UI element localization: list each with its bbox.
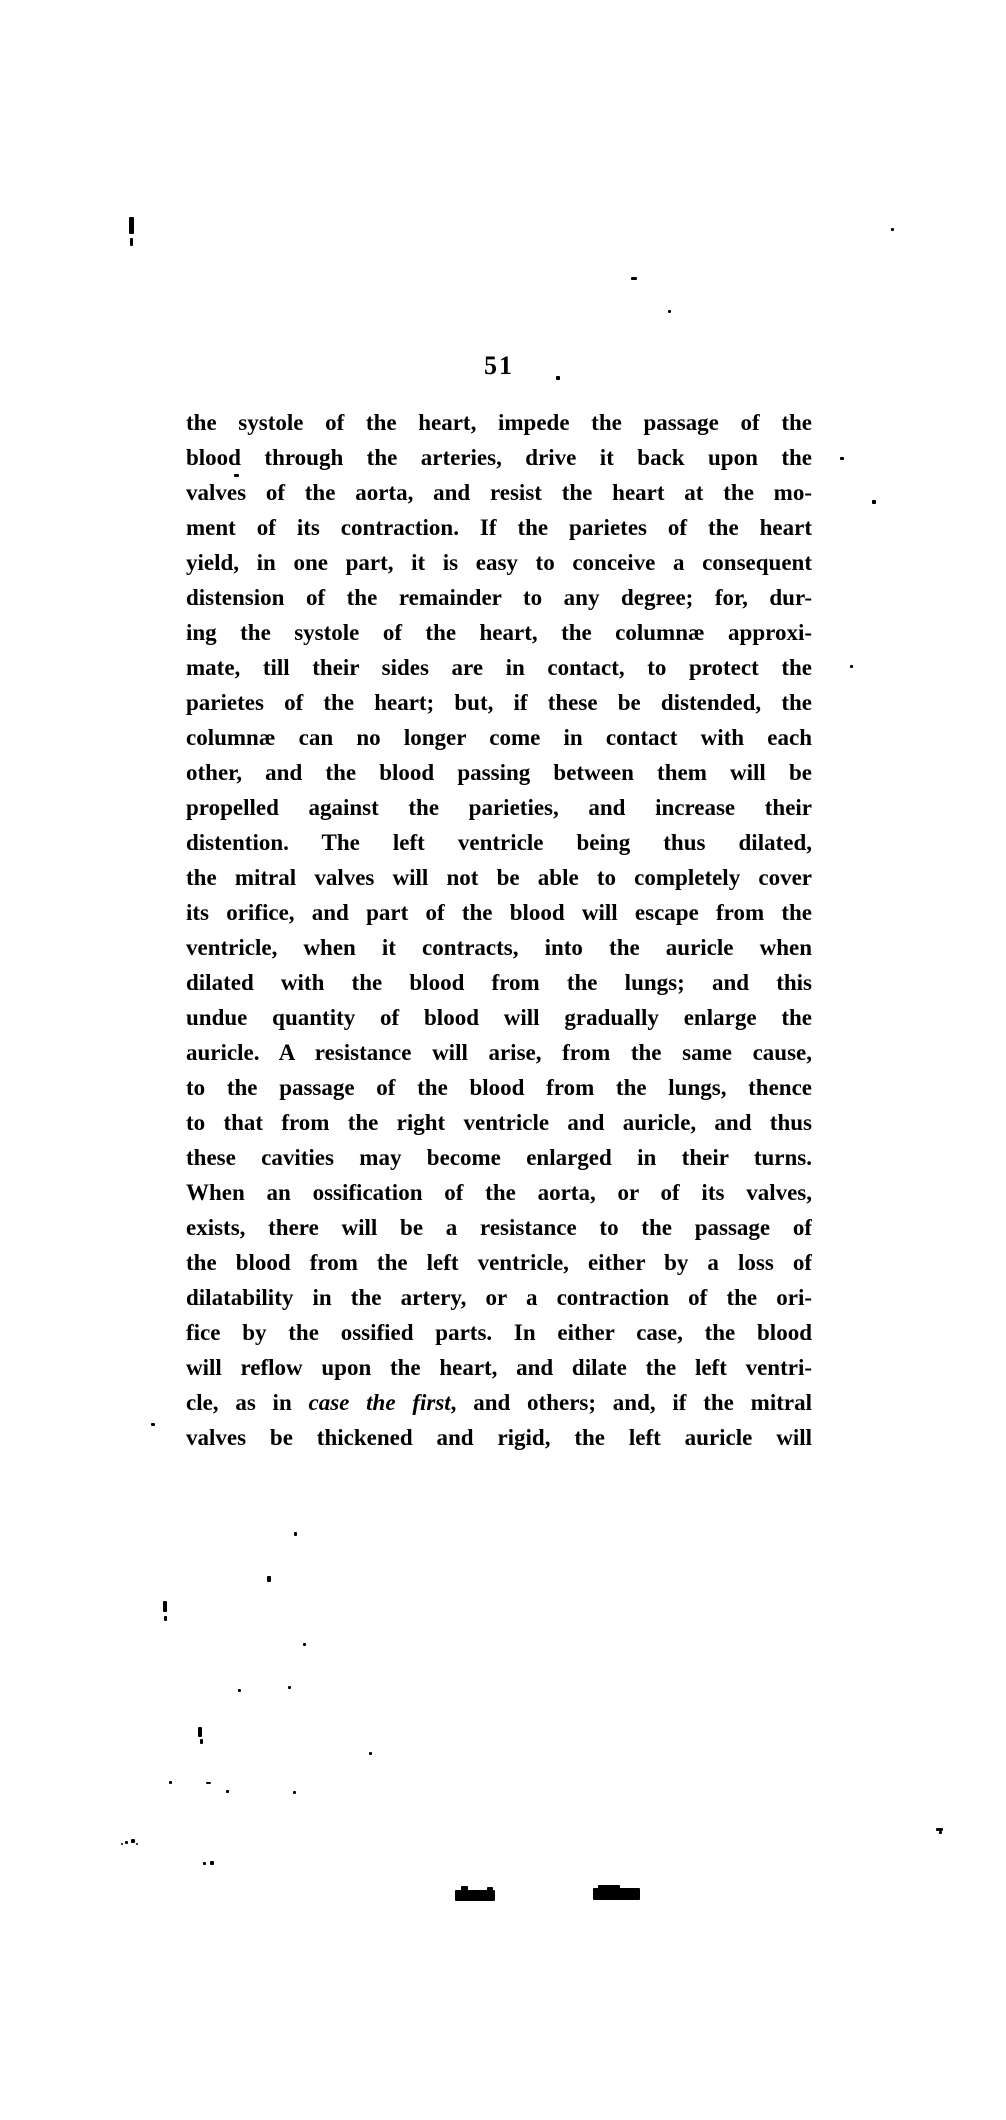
- ink-speck: [267, 1576, 271, 1582]
- text-segment: undue quantity of blood will gradually enlarge the: [186, 1005, 812, 1030]
- text-line: [186, 860, 812, 895]
- text-segment: ment of its contraction. If the parietes of the heart: [186, 515, 812, 540]
- ink-blob: [461, 1886, 468, 1891]
- ink-speck: [303, 1643, 306, 1646]
- text-line: [186, 790, 812, 825]
- text-segment: distension of the remainder to any degree; for, dur-: [186, 585, 812, 610]
- text-segment: to that from the right ventricle and auricle, and thus: [186, 1110, 812, 1135]
- text-segment: exists, there will be a resistance to the passage of: [186, 1215, 812, 1240]
- text-line: [186, 1385, 812, 1420]
- ink-speck: [226, 1790, 229, 1793]
- ink-speck: [288, 1686, 291, 1689]
- text-segment: , and others; and, if the mitral: [450, 1390, 812, 1415]
- text-segment: auricle. A resistance will arise, from the same cause,: [186, 1040, 812, 1065]
- text-segment: valves of the aorta, and resist the heart at the mo-: [186, 480, 812, 505]
- text-line: [186, 685, 812, 720]
- text-segment: ventricle, when it contracts, into the auricle when: [186, 935, 812, 960]
- ink-speck: [631, 277, 637, 280]
- text-line: [186, 615, 812, 650]
- text-line: [186, 1210, 812, 1245]
- text-line: [186, 1175, 812, 1210]
- text-line: [186, 440, 812, 475]
- text-line: [186, 510, 812, 545]
- text-line: [186, 1280, 812, 1315]
- ink-speck: [891, 228, 894, 231]
- ink-speck: [369, 1752, 372, 1755]
- text-line: [186, 650, 812, 685]
- text-line: [186, 930, 812, 965]
- margin-apostrophe-mark: [164, 1616, 167, 1621]
- italic-phrase: case the first: [308, 1390, 451, 1415]
- text-segment: dilated with the blood from the lungs; and this: [186, 970, 812, 995]
- text-segment: parietes of the heart; but, if these be distended, the: [186, 690, 812, 715]
- ink-speck: [203, 1862, 206, 1865]
- margin-dash-mark: [936, 1828, 943, 1831]
- ink-speck: [125, 1841, 128, 1844]
- ink-speck: [668, 310, 671, 313]
- text-segment: When an ossification of the aorta, or of its valves,: [186, 1180, 812, 1205]
- margin-exclamation-mark: [129, 217, 134, 234]
- ink-blob: [593, 1888, 640, 1900]
- text-segment: propelled against the parieties, and increase their: [186, 795, 812, 820]
- ink-blob: [487, 1887, 493, 1891]
- text-line: [186, 1315, 812, 1350]
- text-segment: dilatability in the artery, or a contraction of the ori-: [186, 1285, 812, 1310]
- text-segment: cle, as in: [186, 1390, 309, 1415]
- text-line: [186, 1105, 812, 1140]
- ink-speck: [293, 1791, 296, 1794]
- ink-speck: [151, 1423, 155, 1426]
- text-line: [186, 545, 812, 580]
- text-segment: the mitral valves will not be able to completely cover: [186, 865, 812, 890]
- text-segment: fice by the ossified parts. In either case, the blood: [186, 1320, 812, 1345]
- margin-dash-mark: [939, 1831, 942, 1834]
- text-line: [186, 965, 812, 1000]
- text-segment: columnæ can no longer come in contact with each: [186, 725, 812, 750]
- ink-blob: [598, 1885, 620, 1889]
- body-text: [186, 405, 812, 1455]
- text-segment: ing the systole of the heart, the columnæ approxi-: [186, 620, 812, 645]
- margin-apostrophe-mark: [163, 1601, 167, 1612]
- text-line: [186, 1070, 812, 1105]
- ink-speck: [840, 457, 844, 460]
- ink-speck: [131, 1839, 135, 1843]
- ink-speck: [206, 1782, 211, 1784]
- text-line: [186, 1245, 812, 1280]
- text-line: [186, 720, 812, 755]
- page-number: 51: [484, 351, 514, 380]
- text-line: [186, 405, 812, 440]
- text-line: [186, 825, 812, 860]
- ink-speck: [136, 1843, 138, 1845]
- margin-apostrophe-mark: [200, 1739, 203, 1744]
- text-segment: valves be thickened and rigid, the left auricle will: [186, 1425, 812, 1450]
- text-line: [186, 1140, 812, 1175]
- text-segment: to the passage of the blood from the lungs, thence: [186, 1075, 812, 1100]
- text-segment: blood through the arteries, drive it back upon the: [186, 445, 812, 470]
- margin-exclamation-mark: [130, 238, 133, 246]
- text-line: [186, 755, 812, 790]
- text-segment: yield, in one part, it is easy to conceive a consequent: [186, 550, 812, 575]
- text-segment: these cavities may become enlarged in their turns.: [186, 1145, 812, 1170]
- text-segment: distention. The left ventricle being thus dilated,: [186, 830, 812, 855]
- text-line: [186, 1350, 812, 1385]
- ink-speck: [850, 665, 853, 668]
- ink-speck: [294, 1532, 297, 1536]
- ink-speck: [169, 1781, 172, 1784]
- text-line: [186, 1000, 812, 1035]
- ink-blob: [455, 1890, 495, 1901]
- ink-speck: [121, 1843, 123, 1845]
- text-line: [186, 895, 812, 930]
- ink-speck: [210, 1861, 214, 1865]
- text-segment: will reflow upon the heart, and dilate the left ventri-: [186, 1355, 812, 1380]
- text-segment: the systole of the heart, impede the passage of the: [186, 410, 812, 435]
- text-segment: its orifice, and part of the blood will escape from the: [186, 900, 812, 925]
- margin-apostrophe-mark: [198, 1727, 202, 1737]
- ink-speck: [872, 500, 876, 504]
- text-line: [186, 1035, 812, 1070]
- text-line: [186, 475, 812, 510]
- text-segment: the blood from the left ventricle, either by a loss of: [186, 1250, 812, 1275]
- text-line: [186, 580, 812, 615]
- text-segment: other, and the blood passing between them will be: [186, 760, 812, 785]
- text-line: [186, 1420, 812, 1455]
- ink-speck: [238, 1689, 241, 1692]
- text-segment: mate, till their sides are in contact, to protect the: [186, 655, 812, 680]
